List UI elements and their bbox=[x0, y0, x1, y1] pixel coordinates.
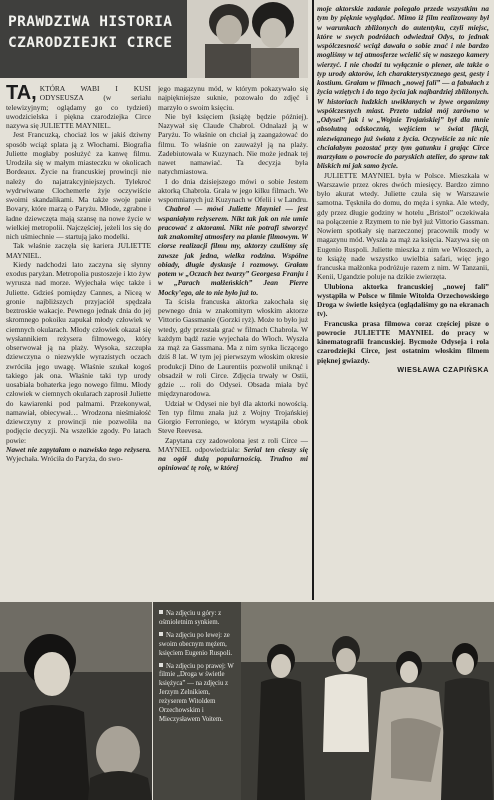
col1-paragraph: Kiedy nadchodzi lato zaczyna się słynny exodus paryżan. Metropolia pustoszeje i kto żyw wyrusza nad morze. Wyjechała więc także i Juliette. Gdzieś pomiędzy Cannes, a Niceą w gronie najbliższych przyjaciół spędzała beztroskie wakacje. Pewnego jednak dnia do jej skromnego pokoiku zapukał młody człowiek w ciemnych okularach. Młody człowiek okazał się wysłannikiem reżysera filmowego, który obserwował ją na plaży. Wysoka, szczupła dziewczyna o niezwykle wyrazistych oczach zwróciła jego uwagę. Właśnie szukał kogoś takiego jak ona. Właśnie taki typ urody uosabiała bohaterka jego nowego filmu. Młody człowiek w ciemnych okularach zaprosił Juliette do kawiarenki pod palmami. Przekonywał, namawiał, obiecywał… Wrodzona nieśmiałość dziewczyny z prowincji nie pozwoliła na podjęcie decyzji. Na wszelkie zgody. Po latach powie: bbox=[6, 259, 151, 445]
col3-paragraph: Ulubiona aktorka francuskiej „nowej fali” wystąpiła w Polsce w filmie Witolda Orzechowskiego Droga w świetle księżyca (oglądaliśmy go na ekranach tv). bbox=[317, 281, 489, 319]
column-2 bbox=[158, 84, 308, 596]
title-line-1: PRAWDZIWA HISTORIA bbox=[8, 14, 173, 30]
col2-quote: Chabrol — mówi Juliette Mayniel — jest wspaniałym reżyserem. Nikt tak jak on nie umie pracować z aktorami. Nikt nie potrafi stworzyć tak znakomitej atmosfery na planie filmowym. W ciorse realizacji filmu my, aktorzy czuliśmy się zawsze jak jedna, wielka rodzina. Wspólne obiady, długie dyskusje i rozmowy. Grałam potem w „Oczach bez twarzy” Georgesa Franju i w „Parach małżeńskich” Jean Pierre Mocky’ego, ale to nie było już to. bbox=[158, 204, 308, 297]
col1-tail-text: Wyjechała. Wróciła do Paryża, do swo- bbox=[6, 454, 123, 463]
bullet-icon bbox=[159, 632, 163, 636]
dropcap: TA, bbox=[6, 84, 37, 104]
column-3 bbox=[317, 4, 489, 598]
col2-end bbox=[158, 436, 308, 473]
title-line-2: CZARODZIEJKI CIRCE bbox=[8, 35, 173, 51]
col3-paragraph: Francuska prasa filmowa coraz częściej pisze o powrocie JULIETTE MAYNIEL do pracy w kinematografii francuskiej. Bycmoże Odyseja i rola czarodziejki Circe, jest ostatnim włoskim filmem pięknej gwiazdy. bbox=[317, 318, 489, 365]
photo-captions bbox=[153, 602, 241, 800]
col3-paragraph: JULIETTE MAYNIEL była w Polsce. Mieszkała w Warszawie przez okres dwóch miesięcy. Bardzo zimno było akurat wtedy. Juliette czuła się w Warszawie samotna. Tęskniła do domu, do męża i synka. Ale wtedy, gdy przez długie godziny w hotelu „Bristol” oczekiwała na połączenie z Rzymem to nie był już Vittorio Gassman. Nowiem spotkały się narzeczonej pracownik mody w magazynu mód. Wyszła za mąż za księcia. Nazywa się on Eugenio Ruspoli. Juliette mieszka z nim we Włoszech, a te książę nade wszystko uwielbia safari, więc jego francuska małżonka podróżuje razem z nim. W Tanzanii, Kenii, Ugandzie poluje na dzikie zwierzęta. bbox=[317, 170, 489, 282]
photo-film-scene-illustration bbox=[241, 602, 494, 800]
bullet-icon bbox=[159, 610, 163, 614]
bullet-icon bbox=[159, 663, 163, 667]
col2-end-text: Zapytana czy zadowolona jest z roli Circe — MAYNIEL odpowiedziała: bbox=[158, 435, 308, 454]
author-signature: WIESŁAWA CZAPIŃSKA bbox=[397, 364, 489, 374]
header-photo bbox=[187, 0, 308, 78]
column-1 bbox=[6, 84, 151, 596]
caption-item bbox=[159, 632, 235, 659]
article-title bbox=[8, 12, 184, 54]
photo-with-husband bbox=[0, 602, 152, 800]
caption-text: Na zdjęciu po lewej: ze swoim obecnym mężem, księciem Eugenio Ruspoli. bbox=[159, 631, 233, 657]
col1-paragraph: Tak właśnie zaczęła się kariera JULIETTE MAYNIEL. bbox=[6, 241, 151, 260]
caption-item bbox=[159, 610, 235, 628]
col2-paragraph: Udział w Odysei nie był dla aktorki nowością. Ten typ filmu znała już z Wojny Trojańskiej Giorgio Ferroniego, w którym wystąpiła obok Steve Reevesa. bbox=[158, 398, 308, 436]
col2-paragraph: jego magazynu mód, w którym pokazywało się najpiękniejsze suknie, pozowało do zdjęć i marzyło o swoim księciu. bbox=[158, 84, 308, 112]
caption-text: Na zdjęciu po prawej: W filmie „Droga w świetle księżyca” — na zdjęciu z Jerzym Zelnikiem, reżyserem Witoldem Orzechowskim i Mieczysławem Voitem. bbox=[159, 662, 234, 723]
col1-quote bbox=[6, 445, 151, 464]
col2-paragraph: I do dnia dzisiejszego mówi o sobie Jestem aktorką Chabrola. Grała w jego kilku filmach. We wspomnianych już Kuzynach w Ofelii i w Landru. bbox=[158, 176, 308, 204]
col1-paragraph: Jest Francuzką, chociaż los w jakiś dziwny sposób wciąż splata ją z Włochami. Biografia Juliette mogłaby posłużyć za kanwę filmu. Urodziła się w małym miasteczku w okolicach Bordeaux. Życie na francuskiej prowincji nie należy do najatrakcyjniejszych. Tylekroć wydrwiwane Clochemerle żyje oczywiście swoimi skandalikami. Ma także swoje panie Bovary, które marzą o Paryżu. Młode, zgrabne i ładne dziewczęta mają szansę na nowe życie w wielkiej metropolii. Najczęściej, jeżeli los się do nich uśmiechnie — startują jako modelki. bbox=[6, 130, 151, 241]
col2-paragraph: Ta ścisła francuska aktorka zakochała się pewnego dnia w znakomitym włoskim aktorze Vittorio Gassmanie (Gorzki ryż). Może to było już wtedy, gdy przestała grać w filmach Chabrola. W każdym bądź razie wyjechała do Włoch. Wyszła za mąż za Gassmana. Ma z nim synka liczącego dziś 8 lat. W tym jej pierwszym włoskim okresie produkcji Dino de Laurentiis pozwolił uniknąć i obsadził w roli Circe. Zdjęcia trwały w Ostii, gdzie ... roli do Odysei. Obsada miała być międzynarodowa. bbox=[158, 296, 308, 399]
col2-paragraph: Nie był księciem (książę będzie później). Nazywał się Claude Chabrol. Odnalazł ją w Paryżu. To właśnie on chciał ją zaangażować do filmu. To właśnie on zauważył ją na plaży. Zadebiutowała w Kuzynach. Nie może jednak tej nawet namawiać. Ta decyzja była natychmiastowa. bbox=[158, 111, 308, 177]
col3-quote: moje aktorskie zadanie polegało przede wszystkim na tym by pięknie wyglądać. Mimo iż film realizowany był w warunkach zbliżonych do autentyku, czyli miejsc, które w swych podróżach odwiedzał Odys, to jednak wspólczesność wciąż dawała o sobie znać i nie bardzo mogliśmy w tej atmosferze wcielić się w naszego kamery wierzyć. I nie chodzi tu wyłącznie o plener, ale także o typ urody aktorów, ich charakterystycznego gest, gesty i kostium. Grałam w filmach „nowej fali” — a fabułach z życia wziętych i do tego życia jak najbardziej zbliżonych. W historiach ludzkich uwikłanych w żywe organizmy współczesnych miast. Przeto udział mój zarówno w „Odysei” jak i w „Wojnie Trojańskiej” był dla mnie absolutną odskocznią, wejściem w świat fikcji, niezwiązanego już świata z życia. Oczywiście za nic nie chciałabym pozostać przy tym gatunku i grając Circe marzyłam o powrocie do paryskich atelier, do spraw tak bliskich mi jak samo życie. bbox=[317, 4, 489, 171]
lead-paragraph bbox=[6, 84, 151, 130]
column-divider bbox=[312, 0, 314, 600]
caption-text: Na zdjęciu u góry: z ośmioletnim synkiem. bbox=[159, 610, 222, 626]
col1-quote-text: Nawet nie zapytałam o nazwisko tego reżysera. bbox=[6, 444, 151, 454]
header-photo-illustration bbox=[187, 0, 308, 78]
photo-film-scene bbox=[241, 602, 494, 800]
lead-text: KTÓRA WABI I KUSI ODYSEUSZA (w serialu telewizyjnym; oglądamy go co tydzień) uwodzicielska i piękna czarodziejka Circe nazywa się JULIETTE MAYNIEL. bbox=[6, 84, 151, 130]
caption-item bbox=[159, 663, 235, 725]
photo-with-husband-illustration bbox=[0, 602, 152, 800]
col2-end-quote: Serial ten cieszy się na ogół dużą popularnością. Trudno mi opiniować tę rolę, w której bbox=[158, 444, 308, 473]
title-block bbox=[0, 0, 187, 78]
